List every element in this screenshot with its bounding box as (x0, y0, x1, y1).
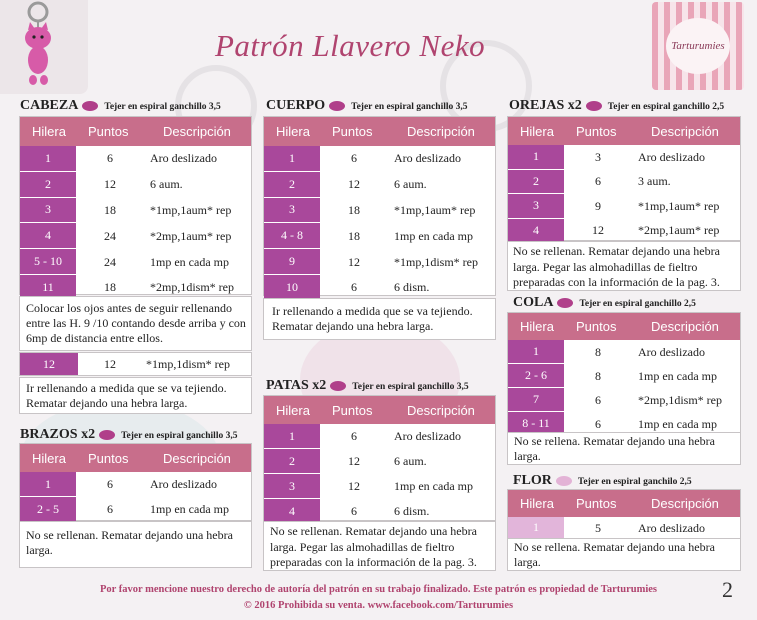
row-descripcion: Aro deslizado (638, 344, 705, 359)
yarn-color-dot (82, 101, 98, 111)
row-descripcion: 1mp en cada mp (394, 228, 473, 243)
footer-facebook-link[interactable]: © 2016 Prohibida su venta. www.facebook.com/Tarturumies (243, 600, 514, 611)
yarn-color-dot (99, 430, 115, 440)
row-descripcion: *2mp,1dism* rep (638, 392, 722, 407)
row-puntos: 6 (595, 392, 601, 407)
table-header (508, 313, 740, 340)
row-descripcion: 6 aum. (394, 454, 427, 468)
row-descripcion: Aro deslizado (638, 520, 705, 535)
row-hilera: 12 (20, 353, 78, 375)
table-row (20, 497, 251, 521)
row-hilera: 2 (508, 170, 564, 194)
note-cola (507, 432, 741, 465)
row-descripcion: *2mp,1dism* rep (150, 280, 234, 295)
col-hilera: Hilera (520, 496, 554, 511)
section-title-brazos: BRAZOS x2 Tejer en espiral ganchillo 3,5 (20, 427, 238, 442)
yarn-color-dot (586, 101, 602, 111)
table-row (264, 499, 495, 523)
page-number: 2 (722, 577, 733, 602)
row-descripcion: Aro deslizado (394, 429, 461, 443)
col-hilera: Hilera (276, 124, 310, 139)
note-text: No se rellenan. Rematar dejando una hebra larga. Pegar las almohadillas de fieltro preparadas con la información de la pag. 3. (513, 244, 720, 289)
row-descripcion: Aro deslizado (394, 151, 461, 166)
note-text: Colocar los ojos antes de seguir rellenando entre las H. 9 /10 contando desde arriba y con 6mp de distancia entre ellos. (26, 301, 246, 345)
page-title: Patrón Llavero Neko (215, 28, 486, 63)
row-hilera: 8 - 11 (508, 412, 564, 435)
row-puntos: 6 (351, 429, 357, 443)
col-puntos: Puntos (576, 319, 617, 334)
yarn-color-dot (557, 298, 573, 308)
row-puntos: 12 (592, 223, 604, 238)
table-cabeza-extra (19, 352, 252, 376)
row-puntos: 6 (351, 504, 357, 518)
table-row (20, 249, 251, 274)
row-descripcion: 3 aum. (638, 174, 671, 189)
col-hilera: Hilera (32, 124, 66, 139)
col-puntos: Puntos (332, 402, 373, 418)
row-hilera: 7 (508, 388, 564, 411)
col-puntos: Puntos (332, 124, 373, 139)
row-hilera: 1 (508, 340, 564, 363)
section-title-flor: FLOR Tejer en espiral ganchilo 2,5 (513, 473, 692, 488)
table-row (264, 172, 495, 197)
table-row (20, 146, 251, 171)
note-text: No se rellena. Rematar dejando una hebra larga. (514, 434, 715, 463)
row-descripcion: 6 aum. (394, 177, 427, 192)
col-puntos: Puntos (576, 123, 617, 139)
row-hilera: 9 (264, 249, 320, 274)
table-flor (507, 489, 741, 539)
note-orejas (507, 241, 741, 291)
row-descripcion: *2mp,1aum* rep (150, 228, 232, 243)
row-hilera: 3 (264, 198, 320, 223)
row-hilera: 11 (20, 275, 76, 300)
section-title-cola: COLA Tejer en espiral ganchillo 2,5 (513, 295, 696, 310)
row-puntos: 6 (107, 502, 113, 516)
yarn-color-dot (556, 476, 572, 486)
row-descripcion: 6 dism. (394, 280, 430, 295)
row-puntos: 18 (104, 202, 116, 217)
table-patas (263, 395, 496, 521)
table-row (264, 223, 495, 248)
table-row (20, 353, 251, 375)
row-descripcion: 1mp en cada mp (638, 416, 717, 431)
row-descripcion: *1mp,1aum* rep (638, 198, 720, 213)
row-hilera: 1 (264, 146, 320, 171)
yarn-color-dot (330, 381, 346, 391)
row-puntos: 8 (595, 368, 601, 383)
row-hilera: 2 (264, 172, 320, 197)
table-row (264, 146, 495, 171)
row-puntos: 12 (104, 177, 116, 192)
row-puntos: 8 (595, 344, 601, 359)
table-header (508, 117, 740, 145)
row-hilera: 2 - 5 (20, 497, 76, 521)
note-cabeza-1 (19, 296, 252, 351)
table-orejas (507, 116, 741, 241)
table-header (264, 396, 495, 424)
row-descripcion: *1mp,1dism* rep (146, 357, 230, 371)
col-descripcion: Descripción (407, 124, 475, 139)
table-row (264, 198, 495, 223)
row-hilera: 4 (20, 223, 76, 248)
row-descripcion: *1mp,1aum* rep (394, 202, 476, 217)
table-row (20, 172, 251, 197)
note-cuerpo (263, 298, 496, 340)
col-descripcion: Descripción (163, 124, 231, 139)
table-row (264, 275, 495, 300)
col-descripcion: Descripción (651, 496, 719, 511)
note-text: Ir rellenando a medida que se va tejiendo. Rematar dejando una hebra larga. (272, 304, 473, 333)
row-hilera: 1 (508, 517, 564, 538)
row-puntos: 18 (348, 228, 360, 243)
row-puntos: 12 (348, 177, 360, 192)
row-puntos: 6 (595, 416, 601, 431)
col-hilera: Hilera (520, 123, 554, 139)
col-descripcion: Descripción (407, 402, 475, 418)
col-descripcion: Descripción (651, 319, 719, 334)
table-row (264, 449, 495, 473)
row-puntos: 12 (348, 454, 360, 468)
brand-logo-text: Tarturumies (666, 18, 730, 74)
row-hilera: 10 (264, 275, 320, 300)
footer-copyright-notice: Por favor mencione nuestro derecho de autoría del patrón en su trabajo finalizado. Este patrón es propiedad de Tarturumies (100, 584, 657, 595)
col-puntos: Puntos (576, 496, 617, 511)
col-puntos: Puntos (88, 450, 129, 466)
table-row (508, 364, 740, 387)
col-descripcion: Descripción (651, 123, 719, 139)
row-puntos: 6 (351, 151, 357, 166)
row-hilera: 2 (264, 449, 320, 473)
note-text: Ir rellenando a medida que se va tejiendo. Rematar dejando una hebra larga. (26, 381, 227, 410)
row-hilera: 1 (20, 146, 76, 171)
row-puntos: 18 (348, 202, 360, 217)
table-row (264, 424, 495, 448)
table-row (508, 219, 740, 243)
table-header (20, 117, 251, 146)
row-hilera: 1 (264, 424, 320, 448)
table-row (508, 388, 740, 411)
row-hilera: 1 (508, 145, 564, 169)
row-descripcion: 1mp en cada mp (394, 479, 473, 493)
row-puntos: 6 (107, 151, 113, 166)
row-puntos: 5 (595, 520, 601, 535)
table-header (264, 117, 495, 146)
row-hilera: 4 - 8 (264, 223, 320, 248)
row-descripcion: Aro deslizado (150, 477, 217, 491)
table-row (508, 517, 740, 538)
row-hilera: 3 (20, 198, 76, 223)
row-descripcion: *1mp,1aum* rep (150, 202, 232, 217)
section-title-cabeza: CABEZA Tejer en espiral ganchillo 3,5 (20, 98, 221, 113)
table-row (20, 223, 251, 248)
section-title-orejas: OREJAS x2 Tejer en espiral ganchillo 2,5 (509, 98, 725, 113)
row-hilera: 3 (508, 194, 564, 218)
row-puntos: 12 (348, 254, 360, 269)
table-cuerpo (263, 116, 496, 296)
row-descripcion: 6 aum. (150, 177, 183, 192)
col-puntos: Puntos (88, 124, 129, 139)
col-descripcion: Descripción (163, 450, 231, 466)
col-hilera: Hilera (32, 450, 66, 466)
table-brazos (19, 443, 252, 521)
section-title-patas: PATAS x2 Tejer en espiral ganchillo 3,5 (266, 378, 469, 393)
note-patas (263, 521, 496, 571)
table-row (264, 249, 495, 274)
row-puntos: 24 (104, 254, 116, 269)
row-hilera: 3 (264, 474, 320, 498)
row-puntos: 12 (348, 479, 360, 493)
table-header (20, 444, 251, 472)
row-descripcion: Aro deslizado (638, 149, 705, 164)
note-text: No se rellenan. Rematar dejando una hebra larga. (26, 528, 233, 557)
row-puntos: 6 (351, 280, 357, 295)
row-hilera: 4 (508, 219, 564, 243)
row-hilera: 1 (20, 472, 76, 496)
row-puntos: 18 (104, 280, 116, 295)
note-text: No se rellena. Rematar dejando una hebra larga. (514, 540, 715, 569)
table-cola (507, 312, 741, 434)
row-descripcion: Aro deslizado (150, 151, 217, 166)
note-cabeza-2 (19, 377, 252, 414)
row-puntos: 6 (595, 174, 601, 189)
row-descripcion: 1mp en cada mp (150, 254, 229, 269)
table-row (20, 472, 251, 496)
keychain-photo (0, 0, 88, 94)
row-hilera: 5 - 10 (20, 249, 76, 274)
table-cabeza (19, 116, 252, 295)
section-title-cuerpo: CUERPO Tejer en espiral ganchillo 3,5 (266, 98, 468, 113)
row-descripcion: *2mp,1aum* rep (638, 223, 720, 238)
table-row (508, 170, 740, 194)
note-flor (507, 538, 741, 571)
row-puntos: 6 (107, 477, 113, 491)
row-puntos: 3 (595, 149, 601, 164)
table-header (508, 490, 740, 517)
note-text: No se rellenan. Rematar dejando una hebra larga. Pegar las almohadillas de fieltro preparadas con la información de la pag. 3. (270, 524, 477, 569)
row-puntos: 9 (595, 198, 601, 213)
table-row (508, 194, 740, 218)
row-puntos: 24 (104, 228, 116, 243)
table-row (508, 340, 740, 363)
col-hilera: Hilera (520, 319, 554, 334)
row-descripcion: 1mp en cada mp (150, 502, 229, 516)
table-row (20, 198, 251, 223)
row-hilera: 4 (264, 499, 320, 523)
brand-logo (652, 2, 744, 90)
note-brazos (19, 521, 252, 568)
row-hilera: 2 - 6 (508, 364, 564, 387)
row-descripcion: 6 dism. (394, 504, 430, 518)
table-row (264, 474, 495, 498)
row-hilera: 2 (20, 172, 76, 197)
row-puntos: 12 (104, 357, 116, 371)
col-hilera: Hilera (276, 402, 310, 418)
row-descripcion: 1mp en cada mp (638, 368, 717, 383)
yarn-color-dot (329, 101, 345, 111)
table-row (508, 145, 740, 169)
row-descripcion: *1mp,1dism* rep (394, 254, 478, 269)
